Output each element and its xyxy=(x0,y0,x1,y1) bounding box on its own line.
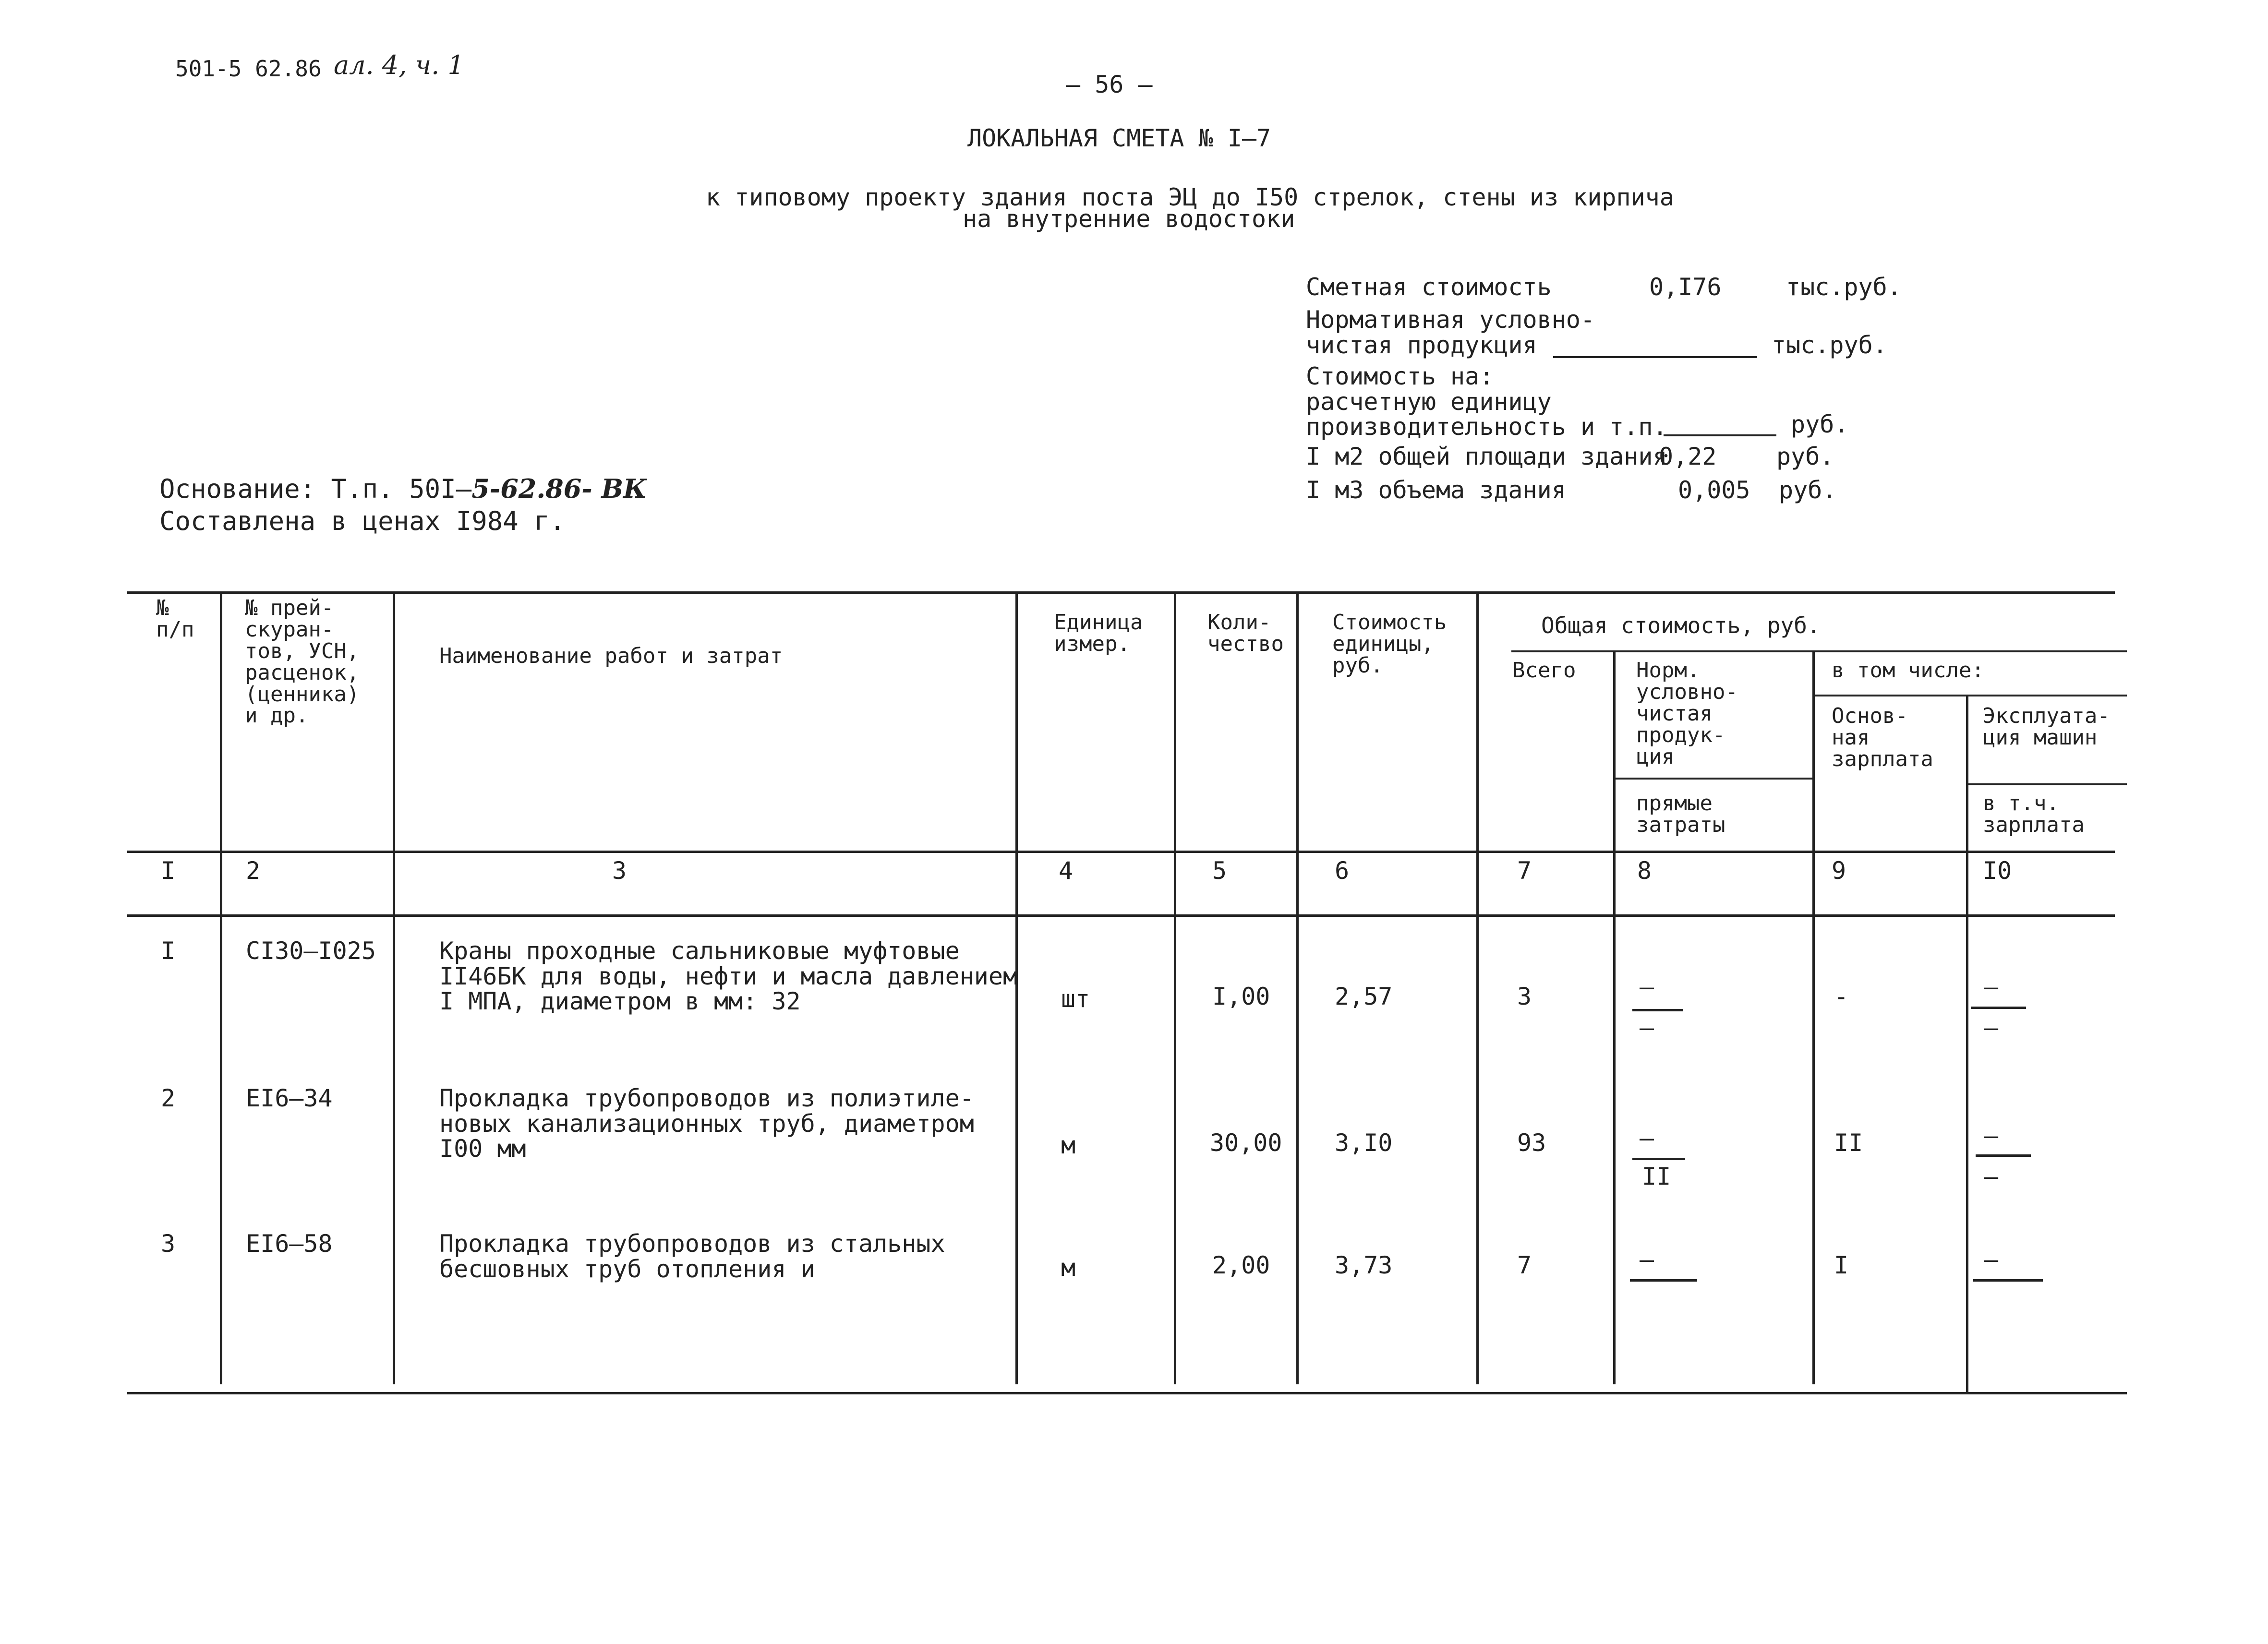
col-number-2: 2 xyxy=(246,857,261,885)
row-3-qty: 2,00 xyxy=(1212,1251,1270,1279)
basis-text: Основание: Т.п. 50I– xyxy=(159,474,472,504)
row-3-total: 7 xyxy=(1517,1251,1532,1279)
machines-divider xyxy=(1966,783,2127,785)
header-machines-incl: в т.ч. зарплата xyxy=(1983,791,2085,837)
row-3-machines-top: – xyxy=(1984,1246,1999,1273)
header-total: Всего xyxy=(1512,658,1576,683)
norm-direct-divider xyxy=(1616,778,1812,780)
document-code-handwritten: ал. 4, ч. 1 xyxy=(334,50,464,80)
header-salary: Основ- ная зарплата xyxy=(1832,704,1933,771)
row-2-unit: м xyxy=(1061,1131,1076,1159)
table-top-border xyxy=(127,591,2115,594)
document-subtitle: к типовому проекту здания поста ЭЦ до I50 стрелок, стены из кирпича xyxy=(706,183,1674,211)
row-3-machines-underline xyxy=(1973,1279,2043,1282)
row-3-price: 3,73 xyxy=(1335,1251,1393,1279)
row-1-unit: шт xyxy=(1061,985,1090,1013)
total-group-underline xyxy=(1511,650,2127,652)
normative-production-unit: тыс.руб. xyxy=(1772,331,1887,359)
col-number-1: I xyxy=(161,857,176,885)
normative-production-blank xyxy=(1553,356,1757,358)
document-title: ЛОКАЛЬНАЯ СМЕТА № I–7 xyxy=(967,124,1271,152)
header-incl: в том числе: xyxy=(1832,658,1984,683)
row-3-num: 3 xyxy=(161,1230,176,1258)
cost-per-m3-label: I м3 объема здания xyxy=(1306,476,1566,504)
row-1-machines-bottom: – xyxy=(1984,1014,1999,1042)
cost-per-m2-value: 0,22 xyxy=(1659,443,1717,470)
cost-per-m2-label: I м2 общей площади здания xyxy=(1306,443,1667,470)
header-norm: Норм. условно- чистая продук- ция xyxy=(1636,658,1738,769)
cost-per-m2-unit: руб. xyxy=(1776,443,1834,470)
row-3-salary: I xyxy=(1834,1251,1849,1279)
estimated-cost-unit: тыс.руб. xyxy=(1786,273,1902,301)
col-divider-6 xyxy=(1476,591,1479,1384)
row-2-machines-underline xyxy=(1976,1154,2031,1157)
page-number: – 56 – xyxy=(1066,71,1153,98)
row-1-price: 2,57 xyxy=(1335,983,1393,1010)
row-1-salary: - xyxy=(1834,983,1849,1010)
row-1-name: Краны проходные сальниковые муфтовые II46БК для воды, нефти и масла давлением I МПА, диаметром в мм: 32 xyxy=(439,937,1018,1015)
col-number-6: 6 xyxy=(1335,857,1350,885)
incl-underline xyxy=(1812,695,2127,696)
col-number-10: I0 xyxy=(1983,857,2012,885)
unit-cost-unit: руб. xyxy=(1791,410,1849,438)
col-number-9: 9 xyxy=(1832,857,1846,885)
document-subtitle-2: на внутренние водостоки xyxy=(963,205,1295,233)
row-2-machines-top: – xyxy=(1984,1122,1999,1150)
basis-code-handwritten: 5-62.86- ВК xyxy=(471,473,647,504)
col-number-7: 7 xyxy=(1517,857,1532,885)
estimated-cost-label: Сметная стоимость xyxy=(1306,273,1552,301)
col-divider-8 xyxy=(1812,650,1815,1384)
header-direct: прямые затраты xyxy=(1636,791,1725,837)
normative-production-label: Нормативная условно- чистая продукция xyxy=(1306,306,1595,359)
col-divider-5 xyxy=(1296,591,1299,1384)
header-pricelist: № прей- скуран- тов, УСН, расценок, (ценника) и др. xyxy=(245,596,360,728)
row-2-norm-top: – xyxy=(1640,1124,1654,1152)
row-2-name: Прокладка трубопроводов из полиэтиле- новых канализационных труб, диаметром I00 мм xyxy=(439,1084,974,1163)
row-2-norm-underline xyxy=(1632,1158,1685,1160)
header-num: № п/п xyxy=(156,596,194,642)
col-number-5: 5 xyxy=(1212,857,1227,885)
row-2-code: EI6–34 xyxy=(246,1084,333,1112)
unit-cost-label: Стоимость на: расчетную единицу производительность и т.п. xyxy=(1306,362,1667,441)
row-2-num: 2 xyxy=(161,1084,176,1112)
row-2-total: 93 xyxy=(1517,1129,1546,1157)
col-divider-2 xyxy=(393,591,395,1384)
row-3-code: EI6–58 xyxy=(246,1230,333,1258)
column-numbers-bottom-border xyxy=(127,914,2115,917)
header-name: Наименование работ и затрат xyxy=(439,644,783,668)
col-divider-7 xyxy=(1613,650,1616,1384)
row-2-salary: II xyxy=(1834,1129,1863,1157)
header-total-group: Общая стоимость, руб. xyxy=(1541,612,1821,638)
document-code: 501-5 62.86 xyxy=(175,56,322,82)
estimated-cost-value: 0,I76 xyxy=(1649,273,1722,301)
table-bottom-border xyxy=(127,1392,2127,1394)
header-unit: Единица измер. xyxy=(1054,610,1143,656)
row-3-norm-underline xyxy=(1630,1279,1697,1282)
col-number-4: 4 xyxy=(1059,857,1074,885)
col-divider-4 xyxy=(1174,591,1176,1384)
row-1-norm-bottom: – xyxy=(1640,1014,1654,1042)
row-3-name: Прокладка трубопроводов из стальных бесшовных труб отопления и xyxy=(439,1230,945,1283)
row-1-norm-underline xyxy=(1632,1009,1683,1011)
cost-per-m3-unit: руб. xyxy=(1779,476,1837,504)
row-1-code: CI30–I025 xyxy=(246,937,376,965)
header-machines: Эксплуата- ция машин xyxy=(1983,704,2110,750)
row-2-norm-bottom: II xyxy=(1642,1163,1671,1190)
row-1-num: I xyxy=(161,937,176,965)
header-qty: Коли- чество xyxy=(1207,610,1284,656)
row-2-price: 3,I0 xyxy=(1335,1129,1393,1157)
col-number-8: 8 xyxy=(1637,857,1652,885)
basis-label xyxy=(159,475,647,503)
col-divider-9 xyxy=(1966,695,1968,1392)
row-1-norm-top: – xyxy=(1640,973,1654,1001)
row-3-norm-top: – xyxy=(1640,1246,1654,1273)
row-1-machines-top: – xyxy=(1984,973,1999,1001)
cost-per-m3-value: 0,005 xyxy=(1678,476,1750,504)
row-2-qty: 30,00 xyxy=(1210,1129,1282,1157)
col-divider-1 xyxy=(220,591,222,1384)
row-1-total: 3 xyxy=(1517,983,1532,1010)
prices-year: Составлена в ценах I984 г. xyxy=(159,506,566,536)
header-bottom-border xyxy=(127,851,2115,853)
row-2-machines-bottom: – xyxy=(1984,1163,1999,1190)
col-number-3: 3 xyxy=(612,857,627,885)
row-1-qty: I,00 xyxy=(1212,983,1270,1010)
row-3-unit: м xyxy=(1061,1254,1076,1282)
unit-cost-blank xyxy=(1664,434,1776,436)
row-1-machines-underline xyxy=(1971,1007,2026,1009)
header-unit-cost: Стоимость единицы, руб. xyxy=(1332,610,1447,678)
